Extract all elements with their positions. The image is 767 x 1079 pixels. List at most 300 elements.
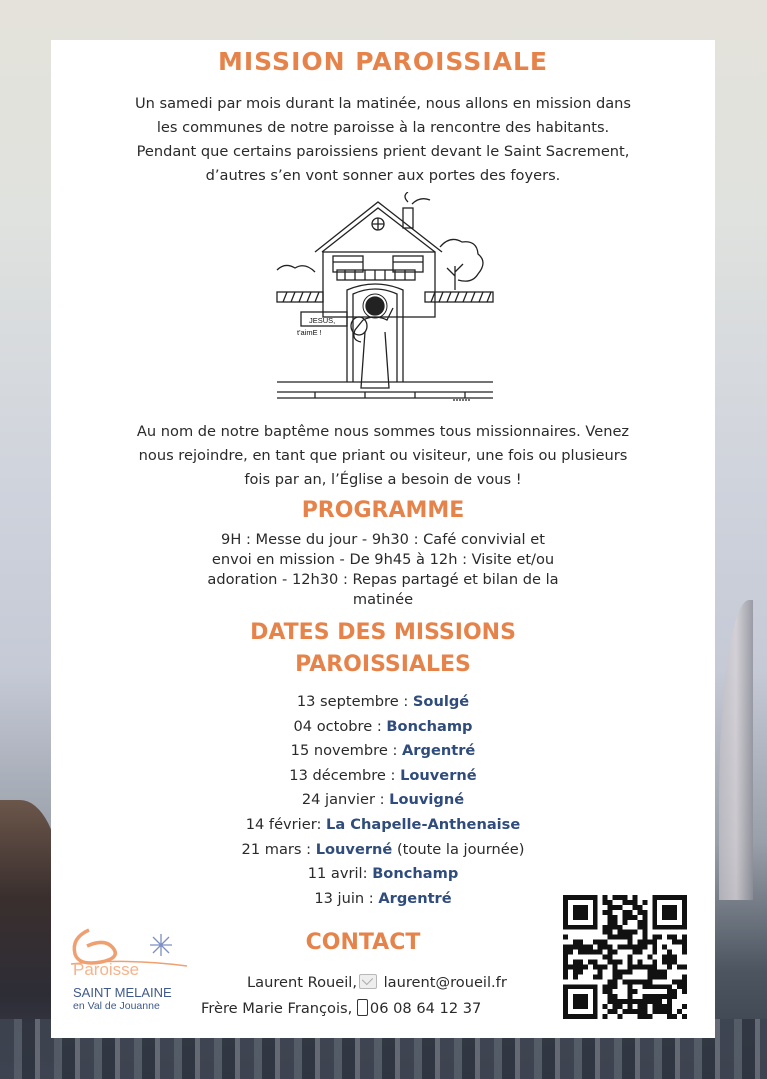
date-item: [171, 764, 595, 789]
qr-module: [627, 910, 632, 915]
programme-line: envoi en mission - De 9h45 à 12h : Visite et/ou: [211, 551, 555, 568]
qr-module: [603, 955, 608, 960]
qr-module: [568, 964, 573, 969]
qr-module: [662, 955, 667, 960]
qr-module: [613, 969, 618, 974]
date-label: 04 octobre :: [293, 717, 387, 735]
qr-module: [603, 940, 608, 945]
qr-module: [613, 905, 618, 910]
qr-module: [632, 999, 637, 1004]
contact-phone[interactable]: 06 08 64 12 37: [369, 1000, 482, 1017]
qr-module: [682, 984, 687, 989]
qr-module: [623, 910, 628, 915]
qr-module: [652, 974, 657, 979]
qr-module: [647, 994, 652, 999]
date-label: 11 avril:: [307, 865, 373, 883]
place-name: Bonchamp: [386, 717, 473, 735]
qr-module: [623, 969, 628, 974]
qr-module: [583, 945, 588, 950]
qr-module: [632, 950, 637, 955]
qr-module: [623, 900, 628, 905]
qr-module: [642, 915, 647, 920]
qr-module: [578, 959, 583, 964]
qr-module: [662, 1009, 667, 1014]
place-name: La Chapelle-Anthenaise: [326, 815, 521, 833]
house-mission-illustration: [275, 192, 495, 412]
qr-module: [662, 994, 667, 999]
qr-module: [583, 950, 588, 955]
qr-module: [608, 1009, 613, 1014]
qr-module: [603, 900, 608, 905]
date-label: 21 mars :: [241, 840, 316, 858]
intro-line: d’autres s’en vont sonner aux portes des foyers.: [205, 167, 561, 184]
qr-module: [657, 1004, 662, 1009]
qr-module: [613, 925, 618, 930]
qr-module: [627, 959, 632, 964]
invite-line: Au nom de notre baptême nous sommes tous missionnaires. Venez: [136, 423, 630, 440]
qr-module: [677, 964, 682, 969]
date-label: 15 novembre :: [290, 742, 403, 760]
qr-module: [647, 940, 652, 945]
qr-module: [627, 955, 632, 960]
qr-module: [588, 959, 593, 964]
date-label: 24 janvier :: [301, 791, 390, 809]
qr-module: [613, 964, 618, 969]
qr-module: [652, 969, 657, 974]
invite-line: fois par an, l’Église a besoin de vous !: [244, 471, 522, 488]
qr-module: [667, 984, 672, 989]
qr-module: [588, 950, 593, 955]
programme-heading: PROGRAMME: [301, 498, 465, 523]
qr-module: [613, 984, 618, 989]
qr-module: [608, 925, 613, 930]
qr-module: [563, 935, 568, 940]
qr-module: [613, 1004, 618, 1009]
qr-module: [632, 1009, 637, 1014]
qr-module: [652, 940, 657, 945]
qr-module: [627, 984, 632, 989]
qr-module: [647, 974, 652, 979]
qr-module: [682, 974, 687, 979]
qr-module: [603, 1004, 608, 1009]
qr-module: [598, 974, 603, 979]
star-icon: [150, 934, 172, 956]
qr-module: [677, 940, 682, 945]
qr-module: [618, 969, 623, 974]
qr-module: [593, 964, 598, 969]
dates-heading-line2: PAROISSIALES: [295, 652, 471, 677]
qr-module: [603, 964, 608, 969]
qr-module: [632, 895, 637, 900]
qr-code[interactable]: [562, 895, 688, 1019]
qr-module: [623, 1009, 628, 1014]
qr-module: [637, 905, 642, 910]
qr-module: [613, 999, 618, 1004]
qr-module: [627, 989, 632, 994]
place-name: Louverné: [315, 840, 393, 858]
qr-module: [613, 920, 618, 925]
qr-module: [608, 900, 613, 905]
qr-module: [647, 964, 652, 969]
date-label: 14 février:: [245, 815, 327, 833]
qr-module: [667, 989, 672, 994]
qr-module: [672, 940, 677, 945]
qr-module: [613, 979, 618, 984]
qr-module: [618, 999, 623, 1004]
qr-module: [598, 945, 603, 950]
qr-module: [618, 959, 623, 964]
qr-module: [603, 984, 608, 989]
qr-module: [603, 1014, 608, 1019]
qr-finder: [652, 895, 687, 900]
qr-module: [563, 959, 568, 964]
qr-module: [613, 959, 618, 964]
qr-module: [578, 945, 583, 950]
qr-module: [618, 1004, 623, 1009]
qr-module: [627, 994, 632, 999]
qr-module: [608, 989, 613, 994]
qr-module: [627, 1004, 632, 1009]
qr-module: [657, 999, 662, 1004]
qr-module: [657, 984, 662, 989]
date-item: [171, 838, 595, 863]
qr-module: [593, 974, 598, 979]
qr-module: [608, 930, 613, 935]
qr-finder: [563, 895, 598, 900]
qr-module: [627, 945, 632, 950]
qr-module: [608, 955, 613, 960]
sign-text-jesus: JESUS,: [309, 316, 336, 325]
qr-module: [608, 945, 613, 950]
qr-module: [578, 940, 583, 945]
qr-module: [637, 945, 642, 950]
qr-module: [563, 955, 568, 960]
qr-module: [642, 999, 647, 1004]
qr-module: [623, 915, 628, 920]
qr-module: [608, 984, 613, 989]
qr-module: [682, 964, 687, 969]
qr-module: [642, 979, 647, 984]
qr-module: [627, 979, 632, 984]
qr-module: [603, 989, 608, 994]
qr-module: [667, 1004, 672, 1009]
sign-text-aime: t'aimE !: [297, 328, 322, 337]
qr-module: [652, 950, 657, 955]
qr-module: [563, 974, 568, 979]
qr-module: [682, 940, 687, 945]
qr-module: [642, 940, 647, 945]
page-title: MISSION PAROISSIALE: [218, 47, 548, 76]
qr-module: [623, 920, 628, 925]
qr-module: [632, 979, 637, 984]
qr-module: [603, 930, 608, 935]
qr-module: [632, 900, 637, 905]
flyer-card: [51, 40, 715, 1038]
qr-module: [672, 989, 677, 994]
qr-module: [608, 999, 613, 1004]
qr-module: [563, 945, 568, 950]
qr-module: [642, 1004, 647, 1009]
qr-module: [593, 959, 598, 964]
qr-module: [632, 930, 637, 935]
qr-module: [608, 959, 613, 964]
qr-module: [632, 989, 637, 994]
qr-module: [652, 935, 657, 940]
programme-line: adoration - 12h30 : Repas partagé et bilan de la: [207, 571, 559, 588]
qr-module: [677, 1009, 682, 1014]
qr-module: [662, 1004, 667, 1009]
date-item: [171, 813, 595, 838]
qr-module: [608, 920, 613, 925]
place-name: Argentré: [402, 742, 476, 760]
qr-module: [613, 1009, 618, 1014]
qr-module: [627, 900, 632, 905]
qr-module: [662, 974, 667, 979]
qr-module: [632, 945, 637, 950]
qr-module: [578, 964, 583, 969]
qr-module: [627, 1009, 632, 1014]
qr-module: [642, 935, 647, 940]
qr-module: [573, 959, 578, 964]
qr-module: [593, 950, 598, 955]
qr-module: [563, 969, 568, 974]
qr-module: [677, 984, 682, 989]
tree-icon: [440, 239, 483, 281]
date-label: 13 juin :: [314, 889, 379, 907]
qr-module: [667, 959, 672, 964]
qr-module: [647, 984, 652, 989]
qr-module: [667, 950, 672, 955]
qr-module: [632, 905, 637, 910]
qr-module: [647, 955, 652, 960]
contact-name: Laurent Roueil,: [247, 974, 357, 991]
intro-line: les communes de notre paroisse à la rencontre des habitants.: [156, 119, 610, 136]
qr-module: [578, 950, 583, 955]
intro-paragraph: [81, 92, 685, 188]
parish-logo: [67, 928, 197, 1018]
qr-module: [672, 979, 677, 984]
qr-module: [682, 945, 687, 950]
qr-module: [618, 935, 623, 940]
qr-module: [637, 1014, 642, 1019]
qr-module: [672, 959, 677, 964]
qr-module: [637, 964, 642, 969]
qr-module: [623, 895, 628, 900]
qr-module: [627, 964, 632, 969]
qr-module: [657, 935, 662, 940]
qr-module: [637, 910, 642, 915]
qr-module: [563, 950, 568, 955]
qr-module: [637, 999, 642, 1004]
qr-module: [598, 940, 603, 945]
contact-email-link[interactable]: laurent@roueil.fr: [378, 974, 507, 991]
qr-module: [647, 969, 652, 974]
qr-module: [677, 979, 682, 984]
qr-module: [563, 964, 568, 969]
qr-module: [603, 895, 608, 900]
email-icon: [359, 974, 377, 989]
date-item: [171, 788, 595, 813]
qr-module: [652, 945, 657, 950]
place-name: Louvigné: [389, 791, 465, 809]
qr-module: [667, 994, 672, 999]
logo-saint-melaine-text: SAINT MELAINE: [73, 985, 172, 1000]
qr-module: [667, 999, 672, 1004]
qr-module: [662, 959, 667, 964]
qr-module: [627, 940, 632, 945]
qr-module: [642, 920, 647, 925]
date-label: 13 septembre :: [296, 693, 413, 710]
logo-val-de-jouanne-text: en Val de Jouanne: [73, 1000, 160, 1012]
qr-module: [613, 895, 618, 900]
qr-module: [662, 969, 667, 974]
date-label: 13 décembre :: [289, 766, 401, 784]
qr-module: [573, 964, 578, 969]
qr-module: [642, 964, 647, 969]
qr-module: [637, 920, 642, 925]
qr-module: [588, 945, 593, 950]
qr-module: [618, 925, 623, 930]
qr-module: [627, 915, 632, 920]
qr-module: [603, 925, 608, 930]
qr-module: [667, 935, 672, 940]
qr-module: [618, 974, 623, 979]
qr-finder: [563, 984, 598, 989]
qr-module: [682, 935, 687, 940]
qr-module: [637, 1004, 642, 1009]
qr-module: [672, 994, 677, 999]
programme-line: matinée: [352, 591, 414, 608]
qr-module: [627, 930, 632, 935]
background-photo-tower: [719, 600, 753, 900]
qr-module: [682, 979, 687, 984]
qr-module: [657, 1009, 662, 1014]
qr-module: [623, 979, 628, 984]
qr-module: [672, 955, 677, 960]
qr-module: [642, 925, 647, 930]
smoke-icon: [405, 192, 430, 204]
qr-module: [568, 945, 573, 950]
qr-module: [662, 945, 667, 950]
qr-module: [652, 984, 657, 989]
qr-module: [598, 969, 603, 974]
qr-module: [672, 935, 677, 940]
jesus-figure-icon: [366, 297, 384, 315]
intro-line: Un samedi par mois durant la matinée, nous allons en mission dans: [134, 95, 632, 112]
qr-module: [652, 1009, 657, 1014]
qr-module: [618, 895, 623, 900]
qr-module: [618, 905, 623, 910]
qr-module: [623, 930, 628, 935]
qr-module: [667, 1009, 672, 1014]
qr-module: [637, 959, 642, 964]
date-note: (toute la journée): [392, 840, 525, 858]
qr-module: [613, 994, 618, 999]
contact-row-frere: [201, 996, 561, 1022]
qr-module: [637, 925, 642, 930]
invite-line: nous rejoindre, en tant que priant ou visiteur, une fois ou plusieurs: [138, 447, 628, 464]
qr-module: [682, 1014, 687, 1019]
qr-module: [647, 979, 652, 984]
qr-module: [667, 964, 672, 969]
place-name: Argentré: [378, 889, 452, 907]
qr-module: [598, 950, 603, 955]
phone-icon: [357, 999, 368, 1016]
qr-module: [608, 994, 613, 999]
place-name: Louverné: [400, 766, 477, 784]
qr-module: [682, 1004, 687, 1009]
qr-module: [637, 1009, 642, 1014]
qr-module: [627, 969, 632, 974]
qr-module: [652, 959, 657, 964]
qr-module: [578, 969, 583, 974]
qr-module: [608, 979, 613, 984]
qr-module: [637, 940, 642, 945]
qr-module: [573, 969, 578, 974]
qr-module: [573, 974, 578, 979]
qr-module: [632, 964, 637, 969]
qr-module: [568, 950, 573, 955]
contact-name: Frère Marie François,: [201, 1000, 357, 1017]
programme-text: [201, 530, 565, 610]
qr-module: [573, 940, 578, 945]
intro-line: Pendant que certains paroissiens prient devant le Saint Sacrement,: [136, 143, 630, 160]
qr-module: [632, 915, 637, 920]
qr-module: [667, 1014, 672, 1019]
invitation-paragraph: [81, 420, 685, 492]
qr-module: [613, 915, 618, 920]
place-name: Soulgé: [412, 693, 470, 710]
qr-module: [652, 1004, 657, 1009]
qr-module: [613, 974, 618, 979]
qr-module: [642, 994, 647, 999]
contact-row-laurent: [201, 970, 561, 996]
qr-module: [623, 935, 628, 940]
qr-module: [603, 910, 608, 915]
qr-module: [642, 910, 647, 915]
qr-module: [627, 999, 632, 1004]
programme-line: 9H : Messe du jour - 9h30 : Café convivial et: [221, 531, 545, 548]
qr-module: [603, 945, 608, 950]
date-item: [171, 739, 595, 764]
qr-module: [642, 1009, 647, 1014]
date-item: [171, 887, 595, 912]
qr-module: [652, 964, 657, 969]
qr-module: [637, 979, 642, 984]
qr-module: [613, 950, 618, 955]
qr-module: [618, 1014, 623, 1019]
qr-module: [652, 999, 657, 1004]
qr-module: [647, 999, 652, 1004]
qr-module: [682, 950, 687, 955]
qr-module: [598, 964, 603, 969]
qr-module: [642, 1014, 647, 1019]
date-item: [171, 862, 595, 887]
qr-module: [642, 945, 647, 950]
qr-module: [662, 984, 667, 989]
mission-dates-list: [171, 690, 595, 911]
qr-module: [642, 900, 647, 905]
qr-module: [623, 945, 628, 950]
date-item: [171, 715, 595, 740]
qr-module: [613, 935, 618, 940]
qr-module: [608, 915, 613, 920]
qr-module: [642, 984, 647, 989]
place-name: Bonchamp: [372, 865, 459, 883]
qr-module: [647, 1014, 652, 1019]
qr-module: [573, 945, 578, 950]
contact-block: [201, 970, 561, 1022]
